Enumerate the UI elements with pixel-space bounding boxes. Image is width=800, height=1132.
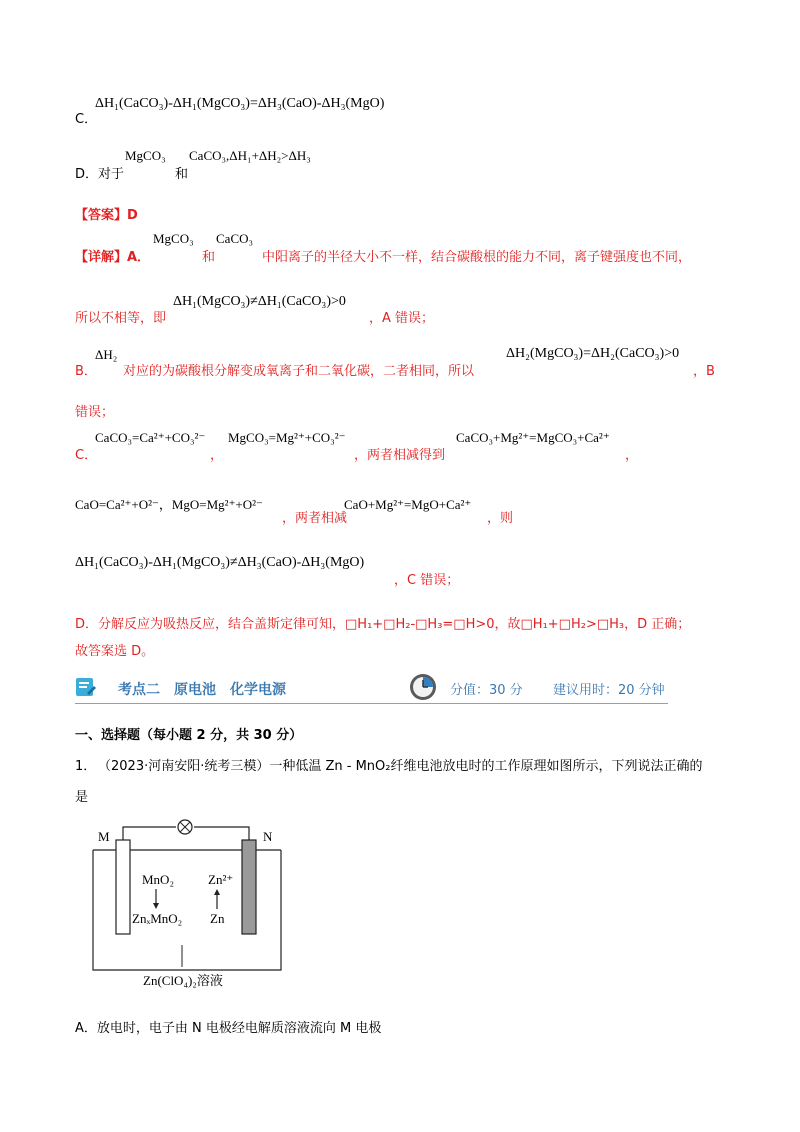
option-c-formula: ΔH₁(CaCO₃)-ΔH₁(MgCO₃)=ΔH₃(CaO)-ΔH₃(MgO) — [95, 96, 385, 111]
detail-b-text: 对应的为碳酸根分解变成氧离子和二氧化碳，二者相同，所以 — [123, 364, 475, 379]
label-m: M — [98, 829, 110, 844]
detail-c-formula2: MgCO₃=Mg²⁺+CO₃²⁻ — [228, 430, 346, 445]
question-text: （2023·河南安阳·统考三模）一种低温 Zn - MnO₂纤维电池放电时的工作原理如图所示，下列说法正确的 — [98, 759, 703, 774]
banner-divider — [75, 703, 668, 704]
banner-time: 建议用时：20 分钟 — [553, 683, 665, 698]
detail-c-formula5: CaO+Mg²⁺=MgO+Ca²⁺ — [344, 497, 472, 512]
detail-a-formula: ΔH₁(MgCO₃)≠ΔH₁(CaCO₃)>0 — [173, 294, 346, 309]
detail-c-then: ，则 — [487, 511, 514, 526]
detail-c-comma: ， — [210, 448, 224, 463]
detail-c-prefix: C． — [75, 448, 98, 463]
option-d-label: D．对于 — [75, 167, 125, 182]
detail-c-end2: ，C 错误； — [394, 573, 460, 588]
detail-b-formula2: ΔH₂(MgCO₃)=ΔH₂(CaCO₃)>0 — [506, 346, 680, 361]
battery-diagram — [88, 815, 293, 995]
detail-c-text: ，两者相减得到 — [354, 448, 446, 463]
detail-a-formula2: CaCO₃ — [216, 231, 254, 246]
detail-b-formula1: ΔH₂ — [95, 347, 118, 362]
question-text-cont: 是 — [75, 790, 89, 805]
detail-b-prefix: B． — [75, 364, 97, 379]
pencil-note-icon — [75, 676, 97, 698]
option-d-he: 和 — [175, 167, 189, 182]
answer-text: 【答案】D — [75, 208, 138, 223]
label-solution: Zn(ClO₄)₂溶液 — [143, 973, 223, 988]
detail-b-end: ，B — [693, 364, 715, 379]
detail-a-text: 中阳离子的半径大小不一样，结合碳酸根的能力不同，离子键强度也不同， — [262, 250, 692, 265]
detail-b-end2: 错误； — [75, 405, 115, 420]
label-znxmno2: ZnₓMnO₂ — [132, 911, 183, 926]
option-c-label: C． — [75, 112, 98, 127]
detail-c-formula1: CaCO₃=Ca²⁺+CO₃²⁻ — [95, 430, 206, 445]
label-n: N — [263, 829, 273, 844]
detail-a-end: ，A 错误； — [369, 311, 435, 326]
detail-c-end: ， — [625, 448, 639, 463]
detail-a-prefix: 【详解】A． — [75, 250, 151, 265]
detail-d-text: D．分解反应为吸热反应，结合盖斯定律可知，□H₁+□H₂-□H₃=□H>0，故□H₁+□H₂>□H₃，D 正确； — [75, 617, 691, 632]
detail-c-text2: ，两者相减 — [282, 511, 348, 526]
detail-a-he: 和 — [202, 250, 216, 265]
detail-a-text2: 所以不相等，即 — [75, 311, 167, 326]
banner-score: 分值：30 分 — [450, 683, 523, 698]
detail-c-formula6: ΔH₁(CaCO₃)-ΔH₁(MgCO₃)≠ΔH₃(CaO)-ΔH₃(MgO) — [75, 555, 365, 570]
conclusion-text: 故答案选 D。 — [75, 644, 155, 659]
option-d-formula-b: CaCO₃,ΔH₁+ΔH₂>ΔH₃ — [189, 148, 311, 163]
detail-c-formula4: CaO=Ca²⁺+O²⁻，MgO=Mg²⁺+O²⁻ — [75, 497, 263, 512]
option-d-formula-a: MgCO₃ — [125, 148, 166, 163]
detail-c-formula3: CaCO₃+Mg²⁺=MgCO₃+Ca²⁺ — [456, 430, 610, 445]
detail-a-formula1: MgCO₃ — [153, 231, 194, 246]
clock-icon — [408, 672, 438, 702]
label-zn2plus: Zn²⁺ — [208, 872, 234, 887]
label-mno2: MnO₂ — [142, 872, 174, 887]
banner-title: 考点二 原电池 化学电源 — [118, 682, 286, 698]
section-title: 一、选择题（每小题 2 分，共 30 分） — [75, 728, 303, 743]
question-option-a: A．放电时，电子由 N 电极经电解质溶液流向 M 电极 — [75, 1021, 382, 1036]
label-zn: Zn — [210, 911, 225, 926]
question-number: 1． — [75, 759, 97, 774]
